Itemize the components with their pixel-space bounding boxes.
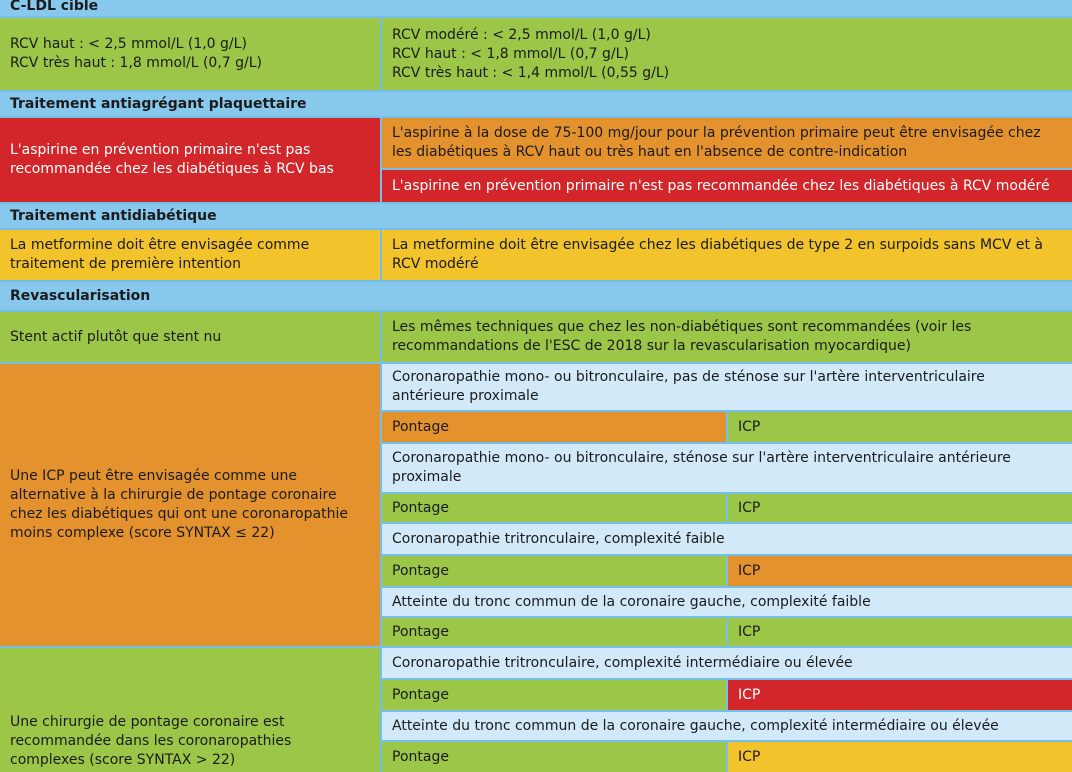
antidiabetic-right: La metformine doit être envisagée chez les diabétiques de type 2 en surpoids sans MCV et à RCV modéré: [382, 230, 1072, 280]
pontage-cell-2: Pontage: [382, 494, 726, 522]
pontage-cell-4: Pontage: [382, 618, 726, 646]
section-header-revasc: [0, 282, 1072, 310]
icp-cell-2: ICP: [728, 494, 1072, 522]
cabg-recommendation-left: Une chirurgie de pontage coronaire est recommandée dans les coronaropathies complexes (score SYNTAX > 22): [0, 648, 380, 772]
scenario-2: Coronaropathie mono- ou bitronculaire, sténose sur l'artère interventriculaire antérieure proximale: [382, 444, 1072, 492]
scenario-5: Coronaropathie tritronculaire, complexité intermédiaire ou élevée: [382, 648, 1072, 678]
scenario-3: Coronaropathie tritronculaire, complexité faible: [382, 524, 1072, 554]
section-header-ldl: [0, 0, 1072, 16]
icp-recommendation-left: Une ICP peut être envisagée comme une alternative à la chirurgie de pontage coronaire chez les diabétiques qui ont une coronaropathie moins complexe (score SYNTAX ≤ 22): [0, 364, 380, 646]
section-title: Traitement antiagrégant plaquettaire: [10, 95, 307, 112]
icp-cell-6: ICP: [728, 742, 1072, 772]
ldl-target-right: RCV modéré : < 2,5 mmol/L (1,0 g/L) RCV haut : < 1,8 mmol/L (0,7 g/L) RCV très haut : < 1,4 mmol/L (0,55 g/L): [382, 18, 1072, 90]
stent-left: Stent actif plutôt que stent nu: [0, 312, 380, 362]
pontage-cell-6: Pontage: [382, 742, 726, 772]
pontage-cell-1: Pontage: [382, 412, 726, 442]
icp-cell-3: ICP: [728, 556, 1072, 586]
antiplatelet-left: L'aspirine en prévention primaire n'est pas recommandée chez les diabétiques à RCV bas: [0, 118, 380, 202]
pontage-cell-5: Pontage: [382, 680, 726, 710]
scenario-4: Atteinte du tronc commun de la coronaire gauche, complexité faible: [382, 588, 1072, 616]
ldl-target-left: RCV haut : < 2,5 mmol/L (1,0 g/L) RCV très haut : 1,8 mmol/L (0,7 g/L): [0, 18, 380, 90]
scenario-6: Atteinte du tronc commun de la coronaire gauche, complexité intermédiaire ou élevée: [382, 712, 1072, 740]
scenario-1: Coronaropathie mono- ou bitronculaire, pas de sténose sur l'artère interventriculaire antérieure proximale: [382, 364, 1072, 410]
antiplatelet-right-bottom: L'aspirine en prévention primaire n'est pas recommandée chez les diabétiques à RCV modéré: [382, 170, 1072, 202]
section-title: C-LDL cible: [10, 0, 99, 14]
antidiabetic-left: La metformine doit être envisagée comme traitement de première intention: [0, 230, 380, 280]
section-header-antiplatelet: [0, 92, 1072, 116]
antiplatelet-right-top: L'aspirine à la dose de 75-100 mg/jour pour la prévention primaire peut être envisagée chez les diabétiques à RCV haut ou très haut en l'absence de contre-indication: [382, 118, 1072, 168]
icp-cell-1: ICP: [728, 412, 1072, 442]
icp-cell-5: ICP: [728, 680, 1072, 710]
section-title: Traitement antidiabétique: [10, 207, 217, 224]
section-title: Revascularisation: [10, 287, 151, 304]
pontage-cell-3: Pontage: [382, 556, 726, 586]
icp-cell-4: ICP: [728, 618, 1072, 646]
section-header-antidiabetic: [0, 204, 1072, 228]
stent-right: Les mêmes techniques que chez les non-diabétiques sont recommandées (voir les recommandations de l'ESC de 2018 sur la revascularisation myocardique): [382, 312, 1072, 362]
